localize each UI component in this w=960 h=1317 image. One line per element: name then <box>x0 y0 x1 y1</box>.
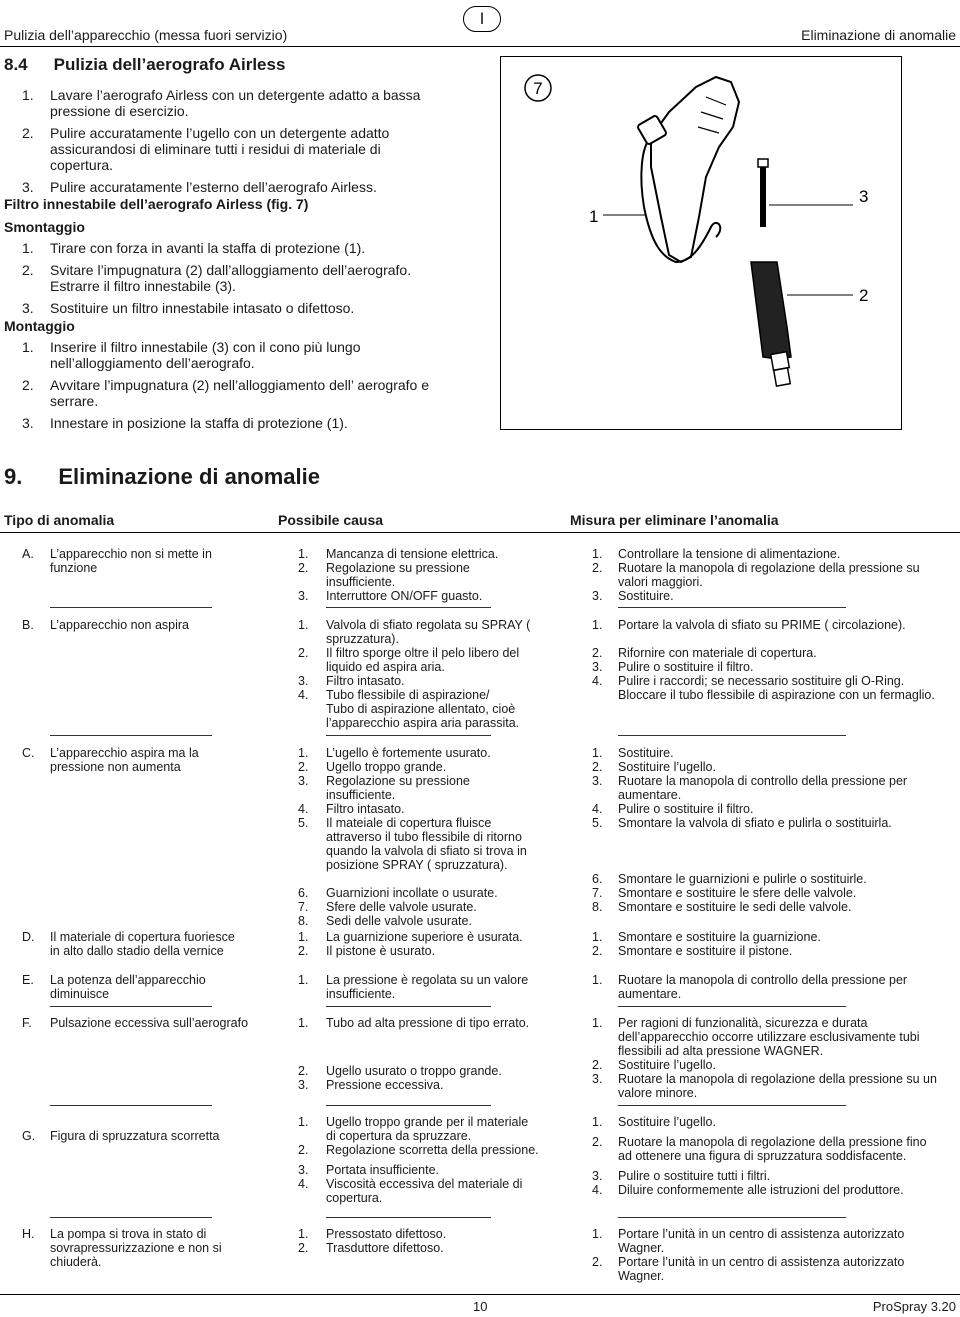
cause-text: Ugello usurato o troppo grande. <box>326 1064 502 1078</box>
remedy-number: 1. <box>592 547 603 561</box>
row-separator <box>50 1217 212 1218</box>
remedy-number: 2. <box>592 561 603 575</box>
remedy-number: 2. <box>592 1135 603 1149</box>
remedy-text: Pulire i raccordi; se necessario sostituire gli O-Ring. <box>618 674 905 688</box>
cause-text: posizione SPRAY ( spruzzatura). <box>326 858 508 872</box>
cause-text: Regolazione su pressione <box>326 561 470 575</box>
remedy-text: Bloccare il tubo flessibile di aspirazione con un fermaglio. <box>618 688 935 702</box>
cause-text: Pressostato difettoso. <box>326 1227 447 1241</box>
step-text: Sostituire un filtro innestabile intasato o difettoso. <box>50 300 355 316</box>
section-84-number: 8.4 <box>4 55 28 74</box>
remedy-text: Sostituire l’ugello. <box>618 760 716 774</box>
cause-number: 1. <box>298 547 309 561</box>
product-name: ProSpray 3.20 <box>872 1299 956 1314</box>
step-text: Innestare in posizione la staffa di protezione (1). <box>50 415 348 431</box>
remedy-number: 2. <box>592 760 603 774</box>
cause-text: insufficiente. <box>326 788 396 802</box>
cause-text: Portata insufficiente. <box>326 1163 440 1177</box>
remedy-number: 2. <box>592 944 603 958</box>
cause-text: Viscosità eccessiva del materiale di <box>326 1177 523 1191</box>
remedy-text: Per ragioni di funzionalità, sicurezza e durata <box>618 1016 868 1030</box>
cause-number: 2. <box>298 760 309 774</box>
step-number: 1. <box>22 339 34 355</box>
cause-number: 1. <box>298 1115 309 1129</box>
disassembly-heading: Smontaggio <box>4 219 85 235</box>
remedy-text: Portare l’unità in un centro di assistenza autorizzato <box>618 1227 905 1241</box>
cause-text: Pressione eccessiva. <box>326 1078 444 1092</box>
step-text: Lavare l’aerografo Airless con un detergente adatto a bassa <box>50 87 421 103</box>
cause-text: Regolazione su pressione <box>326 774 470 788</box>
row-separator <box>50 1105 212 1106</box>
filter-subheading: Filtro innestabile dell’aerografo Airless (fig. 7) <box>4 196 309 212</box>
step-text: Tirare con forza in avanti la staffa di protezione (1). <box>50 240 366 256</box>
remedy-text: Pulire o sostituire il filtro. <box>618 660 754 674</box>
remedy-number: 3. <box>592 660 603 674</box>
remedy-text: Smontare e sostituire le sfere delle valvole. <box>618 886 857 900</box>
remedy-number: 3. <box>592 1169 603 1183</box>
remedy-number: 4. <box>592 802 603 816</box>
step-number: 3. <box>22 300 34 316</box>
cause-text: La guarnizione superiore è usurata. <box>326 930 523 944</box>
assembly-heading: Montaggio <box>4 318 75 334</box>
cause-number: 1. <box>298 1016 309 1030</box>
remedy-text: Diluire conformemente alle istruzioni del produttore. <box>618 1183 904 1197</box>
remedy-text: ad ottenere una figura di spruzzatura soddisfacente. <box>618 1149 907 1163</box>
remedy-text: Controllare la tensione di alimentazione. <box>618 547 841 561</box>
cause-text: di copertura da spruzzare. <box>326 1129 472 1143</box>
fault-description: La potenza dell’apparecchio <box>50 973 206 987</box>
section-9-number: 9. <box>4 464 23 489</box>
cause-text: Ugello troppo grande per il materiale <box>326 1115 529 1129</box>
cause-text: Tubo di aspirazione allentato, cioè <box>326 702 516 716</box>
row-separator <box>326 1006 491 1007</box>
cause-number: 1. <box>298 746 309 760</box>
remedy-number: 3. <box>592 589 603 603</box>
remedy-text: aumentare. <box>618 788 682 802</box>
remedy-text: dell’apparecchio occorre utilizzare esclusivamente tubi <box>618 1030 920 1044</box>
step-number: 2. <box>22 125 34 141</box>
remedy-text: Sostituire l’ugello. <box>618 1058 716 1072</box>
fault-letter: G. <box>22 1129 36 1143</box>
header-section-right: Eliminazione di anomalie <box>801 27 956 43</box>
step-text: Avvitare l’impugnatura (2) nell’alloggiamento dell’ aerografo e <box>50 377 429 393</box>
remedy-number: 7. <box>592 886 603 900</box>
remedy-text: Smontare le guarnizioni e pulirle o sostituirle. <box>618 872 867 886</box>
remedy-text: Sostituire. <box>618 589 674 603</box>
step-text: Pulire accuratamente l’ugello con un detergente adatto <box>50 125 390 141</box>
cause-number: 1. <box>298 973 309 987</box>
remedy-number: 1. <box>592 1016 603 1030</box>
remedy-number: 8. <box>592 900 603 914</box>
remedy-text: Ruotare la manopola di regolazione della pressione su <box>618 561 920 575</box>
cause-number: 8. <box>298 914 309 928</box>
remedy-text: Wagner. <box>618 1241 665 1255</box>
step-text: pressione di esercizio. <box>50 103 189 119</box>
fault-description: sovrapressurizzazione e non si <box>50 1241 222 1255</box>
row-separator <box>326 1105 491 1106</box>
cause-text: Sedi delle valvole usurate. <box>326 914 472 928</box>
cause-text: Valvola di sfiato regolata su SPRAY ( <box>326 618 531 632</box>
remedy-number: 4. <box>592 1183 603 1197</box>
fault-letter: B. <box>22 618 34 632</box>
column-header-remedy: Misura per eliminare l’anomalia <box>570 512 779 528</box>
step-number: 2. <box>22 377 34 393</box>
remedy-number: 1. <box>592 746 603 760</box>
fault-letter: H. <box>22 1227 35 1241</box>
fault-description: Figura di spruzzatura scorretta <box>50 1129 220 1143</box>
fault-letter: F. <box>22 1016 32 1030</box>
fault-description: Pulsazione eccessiva sull’aerografo <box>50 1016 249 1030</box>
cause-number: 2. <box>298 1064 309 1078</box>
row-separator <box>618 1006 846 1007</box>
fault-description: pressione non aumenta <box>50 760 181 774</box>
cause-text: Guarnizioni incollate o usurate. <box>326 886 498 900</box>
remedy-text: Ruotare la manopola di regolazione della pressione su un <box>618 1072 937 1086</box>
row-separator <box>326 1217 491 1218</box>
cause-number: 2. <box>298 1241 309 1255</box>
cause-number: 3. <box>298 1163 309 1177</box>
step-number: 3. <box>22 179 34 195</box>
cause-text: L’ugello è fortemente usurato. <box>326 746 491 760</box>
cause-text: La pressione è regolata su un valore <box>326 973 529 987</box>
cause-number: 3. <box>298 589 309 603</box>
language-badge: I <box>463 6 501 32</box>
cause-number: 7. <box>298 900 309 914</box>
cause-text: Interruttore ON/OFF guasto. <box>326 589 483 603</box>
cause-text: copertura. <box>326 1191 383 1205</box>
remedy-text: Ruotare la manopola di controllo della pressione per <box>618 774 908 788</box>
footer-rule <box>0 1294 960 1295</box>
cause-number: 3. <box>298 774 309 788</box>
fault-letter: E. <box>22 973 34 987</box>
section-84-title: Pulizia dell’aerografo Airless <box>53 55 286 74</box>
remedy-number: 3. <box>592 1072 603 1086</box>
fault-description: L’apparecchio aspira ma la <box>50 746 199 760</box>
cause-number: 1. <box>298 930 309 944</box>
cause-number: 6. <box>298 886 309 900</box>
remedy-text: Smontare la valvola di sfiato e pulirla o sostituirla. <box>618 816 892 830</box>
remedy-number: 5. <box>592 816 603 830</box>
step-text: serrare. <box>50 393 99 409</box>
column-header-fault: Tipo di anomalia <box>4 512 115 528</box>
step-text: assicurandosi di eliminare tutti i residui di materiale di <box>50 141 381 157</box>
cause-number: 5. <box>298 816 309 830</box>
header-section-left: Pulizia dell’apparecchio (messa fuori servizio) <box>4 27 288 43</box>
fault-letter: D. <box>22 930 35 944</box>
cause-text: Tubo flessibile di aspirazione/ <box>326 688 490 702</box>
row-separator <box>618 1217 846 1218</box>
remedy-text: Smontare e sostituire il pistone. <box>618 944 793 958</box>
remedy-text: valore minore. <box>618 1086 698 1100</box>
cause-number: 1. <box>298 1227 309 1241</box>
fault-description: diminuisce <box>50 987 110 1001</box>
cause-text: Ugello troppo grande. <box>326 760 447 774</box>
column-header-cause: Possibile causa <box>278 512 384 528</box>
row-separator <box>618 1105 846 1106</box>
remedy-number: 1. <box>592 930 603 944</box>
remedy-text: Rifornire con materiale di copertura. <box>618 646 817 660</box>
fault-description: chiuderà. <box>50 1255 102 1269</box>
step-text: Inserire il filtro innestabile (3) con il cono più lungo <box>50 339 361 355</box>
step-number: 3. <box>22 415 34 431</box>
cause-text: spruzzatura). <box>326 632 399 646</box>
row-separator <box>618 607 846 608</box>
row-separator <box>50 607 212 608</box>
remedy-number: 4. <box>592 674 603 688</box>
remedy-number: 1. <box>592 973 603 987</box>
remedy-number: 1. <box>592 1115 603 1129</box>
remedy-number: 3. <box>592 774 603 788</box>
row-separator <box>326 607 491 608</box>
step-text: Estrarre il filtro innestabile (3). <box>50 278 236 294</box>
remedy-text: Smontare e sostituire le sedi delle valvole. <box>618 900 852 914</box>
row-separator <box>326 735 491 736</box>
cause-text: Il pistone è usurato. <box>326 944 436 958</box>
cause-text: attraverso il tubo flessibile di ritorno <box>326 830 522 844</box>
cause-text: Il mateiale di copertura fluisce <box>326 816 492 830</box>
row-separator <box>618 735 846 736</box>
fault-letter: A. <box>22 547 34 561</box>
cause-text: Mancanza di tensione elettrica. <box>326 547 499 561</box>
remedy-text: flessibili ad alta pressione WAGNER. <box>618 1044 824 1058</box>
cause-text: insufficiente. <box>326 575 396 589</box>
cause-text: Filtro intasato. <box>326 674 405 688</box>
callout-1: 1 <box>589 207 599 226</box>
cause-number: 4. <box>298 688 309 702</box>
step-text: Pulire accuratamente l’esterno dell’aerografo Airless. <box>50 179 377 195</box>
remedy-text: Portare l’unità in un centro di assistenza autorizzato <box>618 1255 905 1269</box>
cause-text: Tubo ad alta pressione di tipo errato. <box>326 1016 530 1030</box>
cause-text: Il filtro sporge oltre il pelo libero del <box>326 646 520 660</box>
fault-description: Il materiale di copertura fuoriesce <box>50 930 235 944</box>
fault-description: La pompa si trova in stato di <box>50 1227 207 1241</box>
cause-text: liquido ed aspira aria. <box>326 660 445 674</box>
remedy-number: 1. <box>592 618 603 632</box>
remedy-text: Portare la valvola di sfiato su PRIME ( circolazione). <box>618 618 906 632</box>
cause-number: 4. <box>298 802 309 816</box>
remedy-text: aumentare. <box>618 987 682 1001</box>
cause-number: 3. <box>298 1078 309 1092</box>
figure-number: 7 <box>533 79 543 98</box>
fault-description: L’apparecchio non aspira <box>50 618 189 632</box>
cause-number: 3. <box>298 674 309 688</box>
step-text: Svitare l’impugnatura (2) dall’alloggiamento dell’aerografo. <box>50 262 412 278</box>
cause-text: Filtro intasato. <box>326 802 405 816</box>
callout-3: 3 <box>859 187 869 206</box>
page-number: 10 <box>473 1299 488 1314</box>
step-number: 2. <box>22 262 34 278</box>
callout-2: 2 <box>859 286 869 305</box>
cause-text: Sfere delle valvole usurate. <box>326 900 477 914</box>
cause-number: 4. <box>298 1177 309 1191</box>
remedy-text: Pulire o sostituire tutti i filtri. <box>618 1169 771 1183</box>
remedy-text: valori maggiori. <box>618 575 703 589</box>
remedy-number: 1. <box>592 1227 603 1241</box>
remedy-text: Smontare e sostituire la guarnizione. <box>618 930 821 944</box>
remedy-text: Ruotare la manopola di regolazione della pressione fino <box>618 1135 927 1149</box>
cause-number: 1. <box>298 618 309 632</box>
cause-text: l’apparecchio aspira aria parassita. <box>326 716 520 730</box>
cause-text: Regolazione scorretta della pressione. <box>326 1143 539 1157</box>
remedy-text: Pulire o sostituire il filtro. <box>618 802 754 816</box>
cause-number: 2. <box>298 561 309 575</box>
row-separator <box>50 1006 212 1007</box>
remedy-number: 2. <box>592 1058 603 1072</box>
row-separator <box>50 735 212 736</box>
remedy-number: 2. <box>592 1255 603 1269</box>
cause-text: quando la valvola di sfiato si trova in <box>326 844 527 858</box>
remedy-number: 2. <box>592 646 603 660</box>
remedy-text: Wagner. <box>618 1269 665 1283</box>
section-9-title: Eliminazione di anomalie <box>58 464 320 489</box>
cause-text: insufficiente. <box>326 987 396 1001</box>
fault-letter: C. <box>22 746 35 760</box>
step-number: 1. <box>22 87 34 103</box>
remedy-text: Sostituire l’ugello. <box>618 1115 716 1129</box>
cause-number: 2. <box>298 944 309 958</box>
remedy-text: Ruotare la manopola di controllo della pressione per <box>618 973 908 987</box>
fault-description: funzione <box>50 561 98 575</box>
cause-number: 2. <box>298 1143 309 1157</box>
step-number: 1. <box>22 240 34 256</box>
step-text: nell’alloggiamento dell’aerografo. <box>50 355 255 371</box>
cause-text: Trasduttore difettoso. <box>326 1241 444 1255</box>
remedy-text: Sostituire. <box>618 746 674 760</box>
cause-number: 2. <box>298 646 309 660</box>
fault-description: in alto dallo stadio della vernice <box>50 944 224 958</box>
step-text: copertura. <box>50 157 114 173</box>
remedy-number: 6. <box>592 872 603 886</box>
fault-description: L’apparecchio non si mette in <box>50 547 212 561</box>
